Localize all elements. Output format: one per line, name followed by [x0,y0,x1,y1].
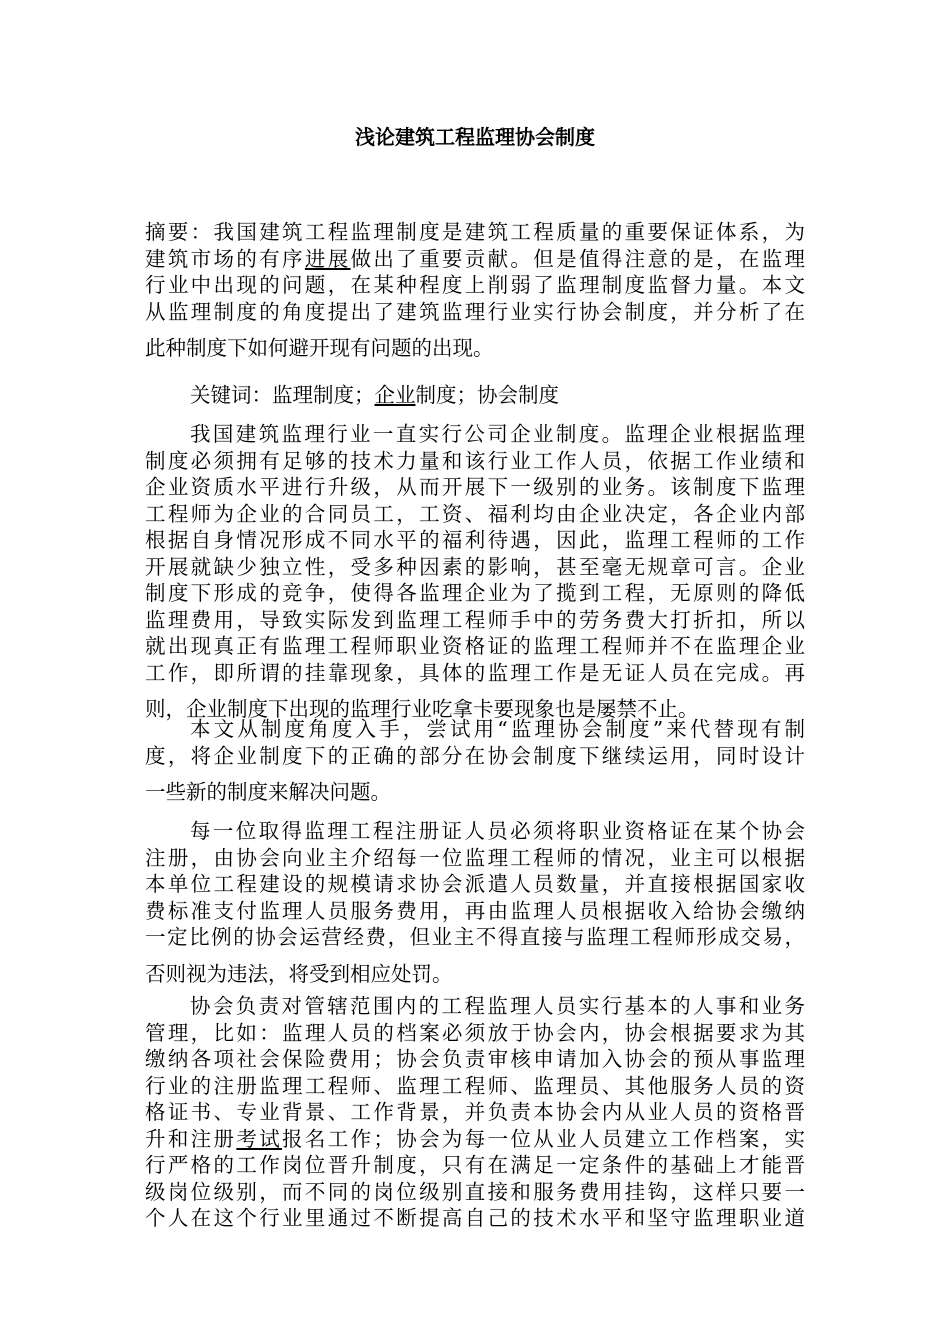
p1-line: 工作，即所谓的挂靠现象，具体的监理工作是无证人员在完成。再 [145,660,805,685]
p2-line: 度，将企业制度下的正确的部分在协会制度下继续运用，同时设计 [145,743,805,768]
p3-line: 本单位工程建设的规模请求协会派遣人员数量，并直接根据国家收 [145,872,805,896]
p4-line: 行严格的工作岗位晋升制度，只有在满足一定条件的基础上才能晋 [145,1153,805,1177]
p4-line: 协会负责对管辖范围内的工程监理人员实行基本的人事和业务 [190,994,805,1018]
abstract-line-4: 从监理制度的角度提出了建筑监理行业实行协会制度，并分析了在 [145,299,805,324]
paragraph-3 [145,818,805,987]
p1-line: 则，企业制度下出现的监理行业吃拿卡要现象也是屡禁不止。 [145,697,699,721]
keywords [145,382,805,409]
p3-line: 否则视为违法，将受到相应处罚。 [145,961,453,986]
p2-line: 本文从制度角度入手，尝试用“监理协会制度”来代替现有制 [190,717,805,741]
p1-line: 制度下形成的竞争，使得各监理企业为了揽到工程，无原则的降低 [145,581,805,605]
p3-line: 每一位取得监理工程注册证人员必须将职业资格证在某个协会 [190,819,805,843]
p1-line: 工程师为企业的合同员工，工资、福利均由企业决定，各企业内部 [145,501,805,526]
p4-line: 级岗位级别，而不同的岗位级别直接和服务费用挂钩，这样只要一 [145,1179,805,1204]
p3-line: 一定比例的协会运营经费，但业主不得直接与监理工程师形成交易， [145,925,805,949]
p3-line: 费标准支付监理人员服务费用，再由监理人员根据收入给协会缴纳 [145,898,805,923]
document-title: 浅论建筑工程监理协会制度 [355,125,595,149]
paragraph-1 [145,421,805,723]
p1-line: 企业资质水平进行升级，从而开展下一级别的业务。该制度下监理 [145,475,805,499]
p2-line: 一些新的制度来解决问题。 [145,780,391,804]
p1-line: 监理费用，导致实际发到监理工程师手中的劳务费大打折扣，所以 [145,607,805,632]
p4-line: 行业的注册监理工程师、监理工程师、监理员、其他服务人员的资 [145,1073,805,1098]
paragraph-4 [145,993,805,1232]
keywords-line: 关键词：监理制度；企业制度；协会制度 [190,383,559,407]
p4-line: 格证书、专业背景、工作背景，并负责本协会内从业人员的资格晋 [145,1100,805,1124]
underlined-term-kaoshi: 考试 [236,1126,283,1151]
abstract-line-3: 行业中出现的问题，在某种程度上削弱了监理制度监督力量。本文 [145,273,805,297]
p4-line: 升和注册考试报名工作；协会为每一位从业人员建立工作档案，实 [145,1126,806,1151]
p3-line: 注册，由协会向业主介绍每一位监理工程师的情况，业主可以根据 [145,845,805,870]
p1-line: 我国建筑监理行业一直实行公司企业制度。监理企业根据监理 [190,422,805,446]
abstract-line-5: 此种制度下如何避开现有问题的出现。 [145,336,494,360]
abstract [145,219,805,362]
underlined-term-jinzhan: 进展 [304,246,351,271]
p4-line: 个人在这个行业里通过不断提高自己的技术水平和坚守监理职业道 [145,1206,805,1230]
p1-line: 制度必须拥有足够的技术力量和该行业工作人员，依据工作业绩和 [145,448,805,473]
p1-line: 开展就缺少独立性，受多种因素的影响，甚至毫无规章可言。企业 [145,554,805,579]
p1-line: 根据自身情况形成不同水平的福利待遇，因此，监理工程师的工作 [145,528,805,552]
paragraph-2 [145,716,805,806]
abstract-line-1: 摘要：我国建筑工程监理制度是建筑工程质量的重要保证体系，为 [145,220,805,244]
underlined-term-qiye: 企业 [374,383,416,407]
p4-line: 缴纳各项社会保险费用；协会负责审核申请加入协会的预从事监理 [145,1047,805,1071]
abstract-line-2: 建筑市场的有序进展做出了重要贡献。但是值得注意的是，在监理 [145,246,806,271]
p4-line: 管理，比如：监理人员的档案必须放于协会内，协会根据要求为其 [145,1020,805,1045]
p1-line: 就出现真正有监理工程师职业资格证的监理工程师并不在监理企业 [145,634,805,658]
